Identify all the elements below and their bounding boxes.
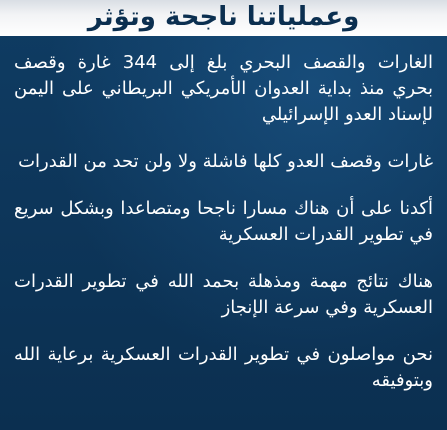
statement-paragraph: هناك نتائج مهمة ومذهلة بحمد الله في تطوير القدرات العسكرية وفي سرعة الإنجاز bbox=[14, 271, 433, 318]
statement-paragraph: أكدنا على أن هناك مسارا ناجحا ومتصاعدا وبشكل سريع في تطوير القدرات العسكرية bbox=[14, 198, 433, 245]
statement-paragraph: نحن مواصلون في تطوير القدرات العسكرية برعاية الله وبتوفيقه bbox=[14, 344, 433, 391]
statement-paragraph: غارات وقصف العدو كلها فاشلة ولا ولن تحد من القدرات bbox=[18, 151, 433, 172]
statement-list bbox=[14, 50, 433, 415]
statement-paragraph: الغارات والقصف البحري بلغ إلى 344 غارة وقصف بحري منذ بداية العدوان الأمريكي البريطاني على اليمن لإسناد العدو الإسرائيلي bbox=[14, 52, 433, 125]
headline-banner bbox=[0, 0, 447, 36]
headline-title: وعملياتنا ناجحة وتؤثر bbox=[87, 2, 360, 32]
